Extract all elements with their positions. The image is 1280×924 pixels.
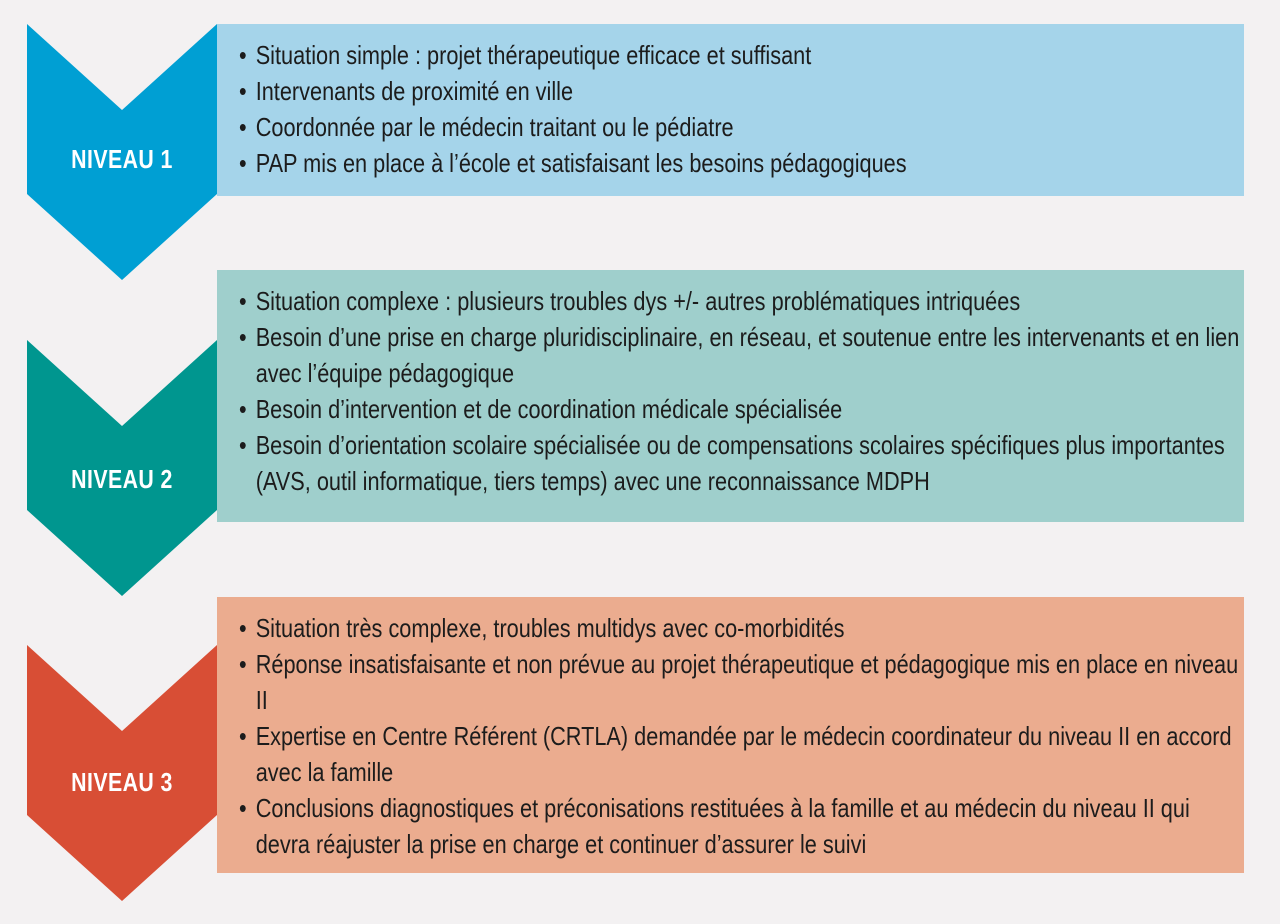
- list-item: • Besoin d’une prise en charge pluridisciplinaire, en réseau, et soutenue entre les intervenants et en lien avec l’équipe pédagogique: [239, 319, 1241, 391]
- list-item: • Coordonnée par le médecin traitant ou le pédiatre: [239, 109, 1241, 145]
- list-item: • Expertise en Centre Référent (CRTLA) demandée par le médecin coordinateur du niveau II en accord avec la famille: [239, 718, 1241, 790]
- level-2-box: [217, 270, 1244, 522]
- list-item: • Besoin d’intervention et de coordination médicale spécialisée: [239, 391, 1241, 427]
- level-1-label: NIVEAU 1: [71, 144, 173, 174]
- level-3-box: [217, 597, 1244, 873]
- list-item: • Conclusions diagnostiques et préconisations restituées à la famille et au médecin du niveau II qui devra réajuster la prise en charge et continuer d’assurer le suivi: [239, 790, 1241, 862]
- level-1-list: [239, 37, 1241, 181]
- list-item: • Situation simple : projet thérapeutique efficace et suffisant: [239, 37, 1241, 73]
- list-item: • PAP mis en place à l’école et satisfaisant les besoins pédagogiques: [239, 145, 1241, 181]
- list-item: • Besoin d’orientation scolaire spécialisée ou de compensations scolaires spécifiques plus importantes (AVS, outil informatique, tiers temps) avec une reconnaissance MDPH: [239, 427, 1241, 499]
- level-3-list: [239, 610, 1241, 862]
- list-item: • Réponse insatisfaisante et non prévue au projet thérapeutique et pédagogique mis en place en niveau II: [239, 646, 1241, 718]
- list-item: • Situation complexe : plusieurs troubles dys +/- autres problématiques intriquées: [239, 283, 1241, 319]
- level-1-box: [217, 24, 1244, 196]
- list-item: • Situation très complexe, troubles multidys avec co-morbidités: [239, 610, 1241, 646]
- level-2-label: NIVEAU 2: [71, 464, 173, 494]
- level-2-list: [239, 283, 1241, 499]
- level-3-label: NIVEAU 3: [71, 767, 173, 797]
- list-item: • Intervenants de proximité en ville: [239, 73, 1241, 109]
